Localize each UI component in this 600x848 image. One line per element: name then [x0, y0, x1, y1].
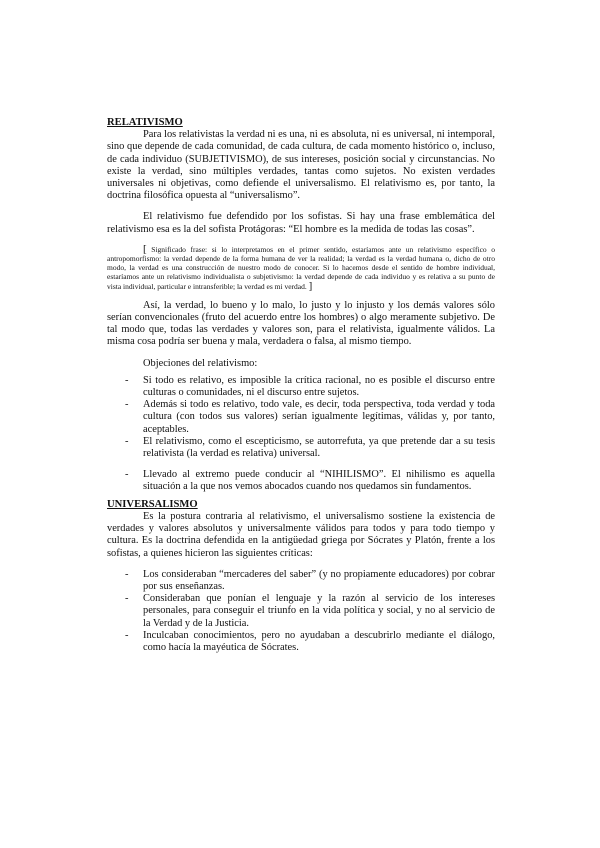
objections-title: Objeciones del relativismo: [143, 357, 258, 369]
note-text: Significado frase: si lo interpretamos en el primer sentido, estaríamos ante un relativismo específico o antropomorfismo: la verdad depende de la forma humana de ver la realidad; la verdad es la verdad humana o, dicho de otro modo, la verdad es una construcción de nuestro modo de conocer. Si lo hacemos desde el sentido de hombre individual, estaríamos ante un relativismo individualista o subjetivismo: la verdad depende de cada individuo y es relativa a su punto de vista individual, particular e intransferible; la verdad es mi verdad. [107, 244, 495, 291]
objections-list [107, 375, 495, 494]
list-item: - Además si todo es relativo, todo vale, es decir, toda perspectiva, toda verdad y toda cultura (con todos sus valores) serían igualmente legítimas, válidas y, por tanto, aceptables. [107, 399, 495, 436]
relativismo-paragraph-3: Así, la verdad, lo bueno y lo malo, lo justo y lo injusto y los demás valores sólo serían convencionales (fruto del acuerdo entre los hombres) o algo meramente subjetivo. De tal modo que, todas las verdades y valores son, para el relativista, igualmente válidos. La misma cosa podría ser buena y mala, verdadera o falsa, al mismo tiempo. [107, 299, 495, 348]
list-item: - Inculcaban conocimientos, pero no ayudaban a descubrirlo mediante el diálogo, como hacía la mayéutica de Sócrates. [107, 630, 495, 654]
list-item: - El relativismo, como el escepticismo, se autorrefuta, ya que pretende dar a su tesis relativista (la verdad es relativa) universal. [107, 436, 495, 460]
list-item: - Los consideraban “mercaderes del saber” (y no propiamente educadores) por cobrar por sus enseñanzas. [107, 569, 495, 593]
document-page [107, 117, 495, 654]
universalismo-paragraph-1: Es la postura contraria al relativismo, el universalismo sostiene la existencia de verdades y valores absolutos y universalmente válidos para todos y para todo tiempo y cultura. Es la doctrina defendida en la antigüedad griega por Sócrates y Platón, frente a los sofistas, a quienes hicieron las siguientes críticas: [107, 510, 495, 559]
relativismo-paragraph-1: Para los relativistas la verdad ni es una, ni es absoluta, ni es universal, ni intemporal, sino que depende de cada comunidad, de cada cultura, de cada momento histórico o, incluso, de cada individuo (SUBJETIVISMO), de sus intereses, posición social y circunstancias. No existe la verdad, sino múltiples verdades, tantas como sujetos. No existen verdades universales ni objetivas, como defiende el universalismo. El relativismo es, por tanto, la doctrina filosófica opuesta al “universalismo”. [107, 129, 495, 202]
note-open-bracket: [ [143, 242, 147, 255]
universalismo-heading: UNIVERSALISMO [107, 498, 198, 510]
relativismo-paragraph-2: El relativismo fue defendido por los sofistas. Si hay una frase emblemática del relativismo esa es la del sofista Protágoras: “El hombre es la medida de todas las cosas”. [107, 211, 495, 235]
list-item: - Consideraban que ponían el lenguaje y la razón al servicio de los intereses personales, para conseguir el triunfo en la vida política y social, y no al servicio de la Verdad y de la Justicia. [107, 593, 495, 630]
list-item: - Si todo es relativo, es imposible la crítica racional, no es posible el discurso entre culturas o comunidades, ni el discurso entre sujetos. [107, 375, 495, 399]
relativismo-heading: RELATIVISMO [107, 117, 183, 128]
critiques-list [107, 569, 495, 654]
list-item: - Llevado al extremo puede conducir al “NIHILISMO”. El nihilismo es aquella situación a la que nos vemos abocados cuando nos quedamos sin fundamentos. [107, 469, 495, 493]
significado-note [107, 242, 495, 292]
note-close-bracket: ] [308, 279, 313, 292]
